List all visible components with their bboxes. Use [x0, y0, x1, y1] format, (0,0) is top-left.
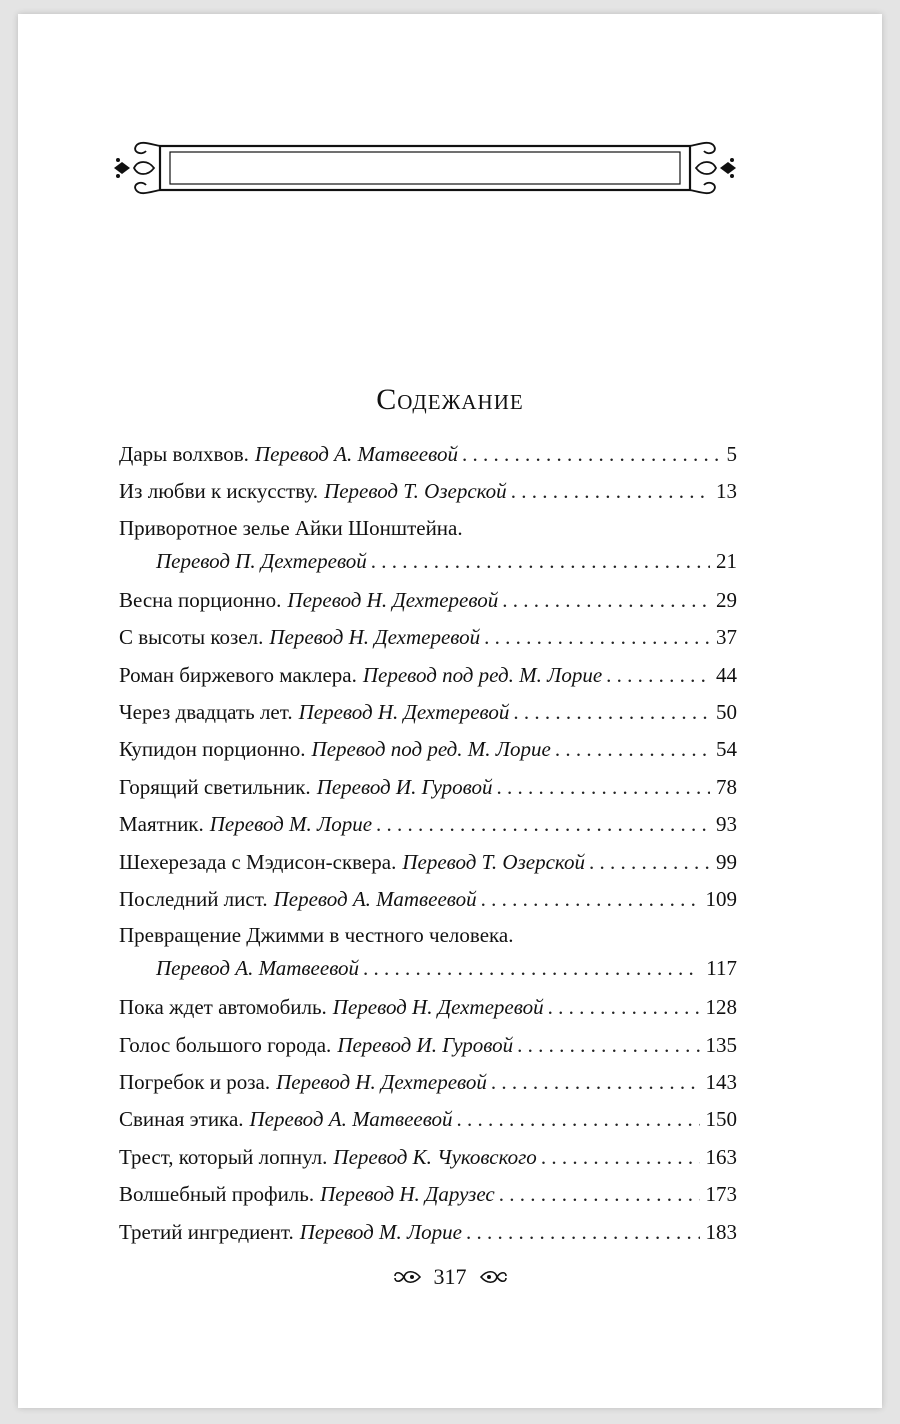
entry-title: Дары волхвов.	[119, 442, 249, 466]
dot-leader	[363, 952, 700, 985]
entry-page: 29	[716, 587, 737, 612]
dot-leader	[462, 436, 721, 473]
entry-page: 183	[705, 1219, 737, 1244]
entry-page: 128	[705, 995, 737, 1020]
toc-entry	[119, 989, 737, 1026]
dot-leader	[511, 473, 710, 510]
entry-translator: Перевод Т. Озерской	[402, 849, 585, 874]
entry-translator: Перевод П. Дехтеревой	[156, 548, 367, 573]
entry-page: 13	[716, 479, 737, 504]
entry-translator: Перевод А. Матвеевой	[156, 956, 360, 981]
entry-title: Приворотное зелье Айки Шонштейна.	[119, 515, 463, 540]
table-of-contents	[119, 436, 737, 1251]
right-fleuron-icon	[477, 1267, 509, 1287]
toc-entry	[119, 473, 737, 510]
dot-leader	[481, 881, 700, 918]
entry-title: Голос большого города.	[119, 1032, 332, 1057]
dot-leader	[502, 582, 710, 619]
entry-page: 173	[705, 1182, 737, 1207]
entry-translator: Перевод А. Матвеевой	[273, 886, 477, 911]
entry-title: Роман биржевого маклера.	[119, 662, 357, 687]
entry-page: 99	[716, 849, 737, 874]
entry-page: 163	[705, 1144, 737, 1169]
toc-entry	[119, 582, 737, 619]
entry-translator: Перевод под ред. М. Лорие	[311, 737, 551, 762]
entry-title: Маятник.	[119, 812, 204, 837]
dot-leader	[371, 545, 710, 578]
entry-translator: Перевод Т. Озерской	[324, 479, 507, 504]
entry-translator: Перевод Н. Дехтеревой	[269, 625, 481, 650]
entry-page: 135	[705, 1032, 737, 1057]
toc-entry	[119, 881, 737, 918]
dot-leader	[517, 1027, 699, 1064]
entry-title: Последний лист.	[119, 886, 268, 911]
toc-entry	[119, 657, 737, 694]
dot-leader	[466, 1214, 700, 1251]
toc-entry	[119, 844, 737, 881]
toc-entry	[119, 731, 737, 768]
entry-title: Горящий светильник.	[119, 774, 311, 799]
toc-entry	[119, 1027, 737, 1064]
entry-title: Третий ингредиент.	[119, 1219, 294, 1244]
dot-leader	[606, 657, 710, 694]
dot-leader	[513, 694, 710, 731]
header-ornament-frame	[110, 138, 740, 198]
page-footer	[0, 1264, 900, 1290]
entry-page: 5	[726, 442, 737, 466]
entry-title: Весна порционно.	[119, 587, 282, 612]
toc-entry	[119, 918, 737, 985]
dot-leader	[457, 1101, 700, 1138]
toc-entry	[119, 436, 737, 473]
entry-page: 150	[705, 1107, 737, 1132]
entry-page: 93	[716, 812, 737, 837]
page-number: 317	[433, 1264, 467, 1289]
toc-entry	[119, 619, 737, 656]
entry-page: 54	[716, 737, 737, 762]
toc-entry	[119, 1214, 737, 1251]
entry-page: 44	[716, 662, 737, 687]
entry-translator: Перевод Н. Дарузес	[320, 1182, 495, 1207]
entry-page: 117	[706, 956, 737, 981]
entry-title: Превращение Джимми в честного человека.	[119, 923, 514, 948]
entry-page: 143	[705, 1070, 737, 1095]
dot-leader	[589, 844, 710, 881]
entry-translator: Перевод Н. Дехтеревой	[276, 1070, 487, 1095]
entry-page: 50	[716, 699, 737, 724]
toc-entry	[119, 1101, 737, 1138]
entry-title: Через двадцать лет.	[119, 699, 293, 724]
entry-title: Пока ждет автомобиль.	[119, 995, 327, 1020]
entry-title: Шехерезада с Мэдисон-сквера.	[119, 849, 397, 874]
entry-page: 37	[716, 625, 737, 650]
dot-leader	[491, 1064, 700, 1101]
entry-title: Погребок и роза.	[119, 1070, 271, 1095]
entry-translator: Перевод Н. Дехтеревой	[298, 699, 510, 724]
toc-entry	[119, 694, 737, 731]
toc-entry	[119, 1064, 737, 1101]
entry-title: Купидон порционно.	[119, 737, 306, 762]
entry-page: 21	[716, 548, 737, 573]
dot-leader	[555, 731, 710, 768]
entry-translator: Перевод И. Гуровой	[316, 774, 493, 799]
toc-entry	[119, 1176, 737, 1213]
entry-title: Свиная этика.	[119, 1107, 244, 1132]
toc-entry	[119, 806, 737, 843]
toc-entry	[119, 511, 737, 578]
entry-title: Трест, который лопнул.	[119, 1144, 328, 1169]
entry-title: С высоты козел.	[119, 625, 264, 650]
dot-leader	[499, 1176, 700, 1213]
page-title: Содежание	[376, 383, 524, 416]
dot-leader	[484, 619, 710, 656]
entry-title: Из любви к искусству.	[119, 479, 319, 504]
entry-translator: Перевод А. Матвеевой	[249, 1107, 453, 1132]
toc-entry	[119, 1139, 737, 1176]
entry-translator: Перевод М. Лорие	[209, 812, 373, 837]
entry-translator: Перевод Н. Дехтеревой	[287, 587, 499, 612]
dot-leader	[376, 806, 710, 843]
toc-entry	[119, 769, 737, 806]
dot-leader	[497, 769, 710, 806]
dot-leader	[541, 1139, 700, 1176]
entry-translator: Перевод А. Матвеевой	[254, 442, 458, 466]
entry-page: 78	[716, 774, 737, 799]
left-fleuron-icon	[392, 1267, 424, 1287]
entry-translator: Перевод К. Чуковского	[333, 1144, 537, 1169]
entry-translator: Перевод М. Лорие	[299, 1219, 462, 1244]
entry-translator: Перевод Н. Дехтеревой	[332, 995, 544, 1020]
dot-leader	[548, 989, 700, 1026]
entry-page: 109	[705, 886, 737, 911]
entry-translator: Перевод под ред. М. Лорие	[362, 662, 603, 687]
entry-translator: Перевод И. Гуровой	[337, 1032, 514, 1057]
entry-title: Волшебный профиль.	[119, 1182, 315, 1207]
